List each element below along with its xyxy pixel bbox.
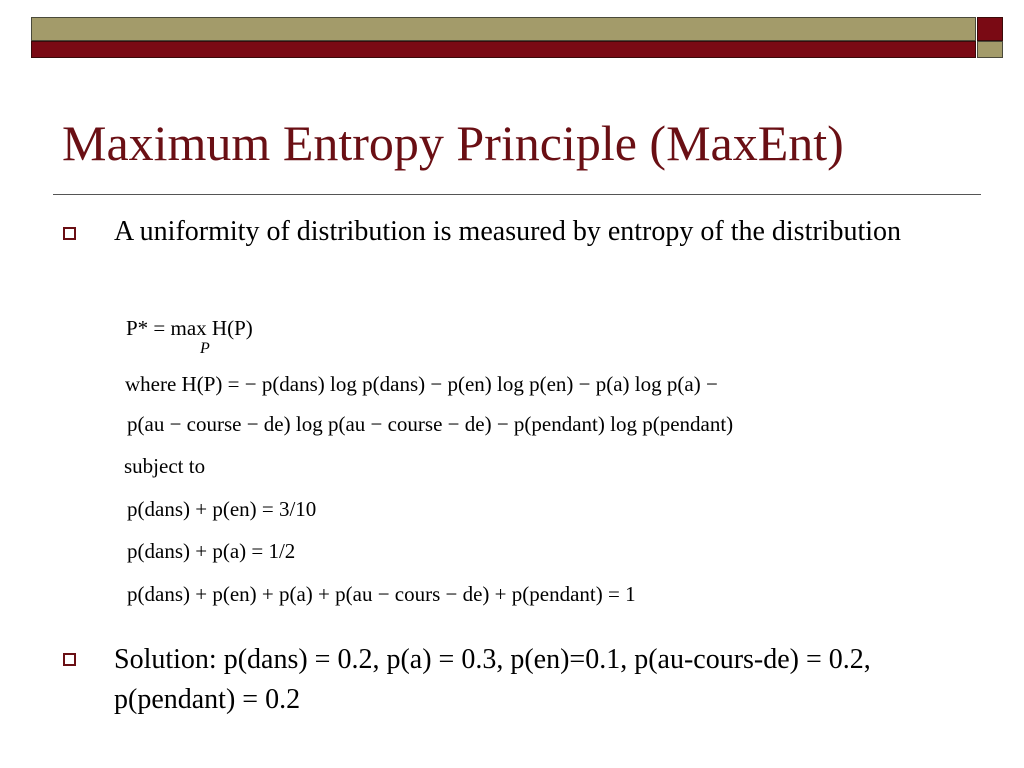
bullet-square-icon — [63, 653, 76, 666]
equation-maxent: P* = max H(P) — [126, 316, 253, 340]
equation-entropy-line1: where H(P) = − p(dans) log p(dans) − p(en) log p(en) − p(a) log p(a) − — [125, 372, 718, 396]
constraint-3: p(dans) + p(en) + p(a) + p(au − cours − de) + p(pendant) = 1 — [127, 582, 636, 606]
corner-square-red — [977, 17, 1003, 41]
title-divider — [53, 194, 981, 195]
bullet-text-2: Solution: p(dans) = 0.2, p(a) = 0.3, p(en)=0.1, p(au-cours-de) = 0.2, p(pendant) = 0.2 — [114, 644, 871, 715]
subject-to-label: subject to — [124, 454, 206, 478]
constraint-1: p(dans) + p(en) = 3/10 — [127, 497, 317, 521]
bullet-text-1: A uniformity of distribution is measured by entropy of the distribution — [114, 216, 902, 247]
constraint-2: p(dans) + p(a) = 1/2 — [127, 539, 296, 563]
equation-entropy-line2: p(au − course − de) log p(au − course − de) − p(pendant) log p(pendant) — [127, 412, 734, 436]
header-bar-top — [31, 17, 976, 41]
corner-square-olive — [977, 41, 1003, 58]
bullet-square-icon — [63, 227, 76, 240]
slide-title: Maximum Entropy Principle (MaxEnt) — [62, 115, 844, 171]
header-bar-bottom — [31, 41, 976, 58]
equation-max-subscript: P — [200, 340, 210, 357]
